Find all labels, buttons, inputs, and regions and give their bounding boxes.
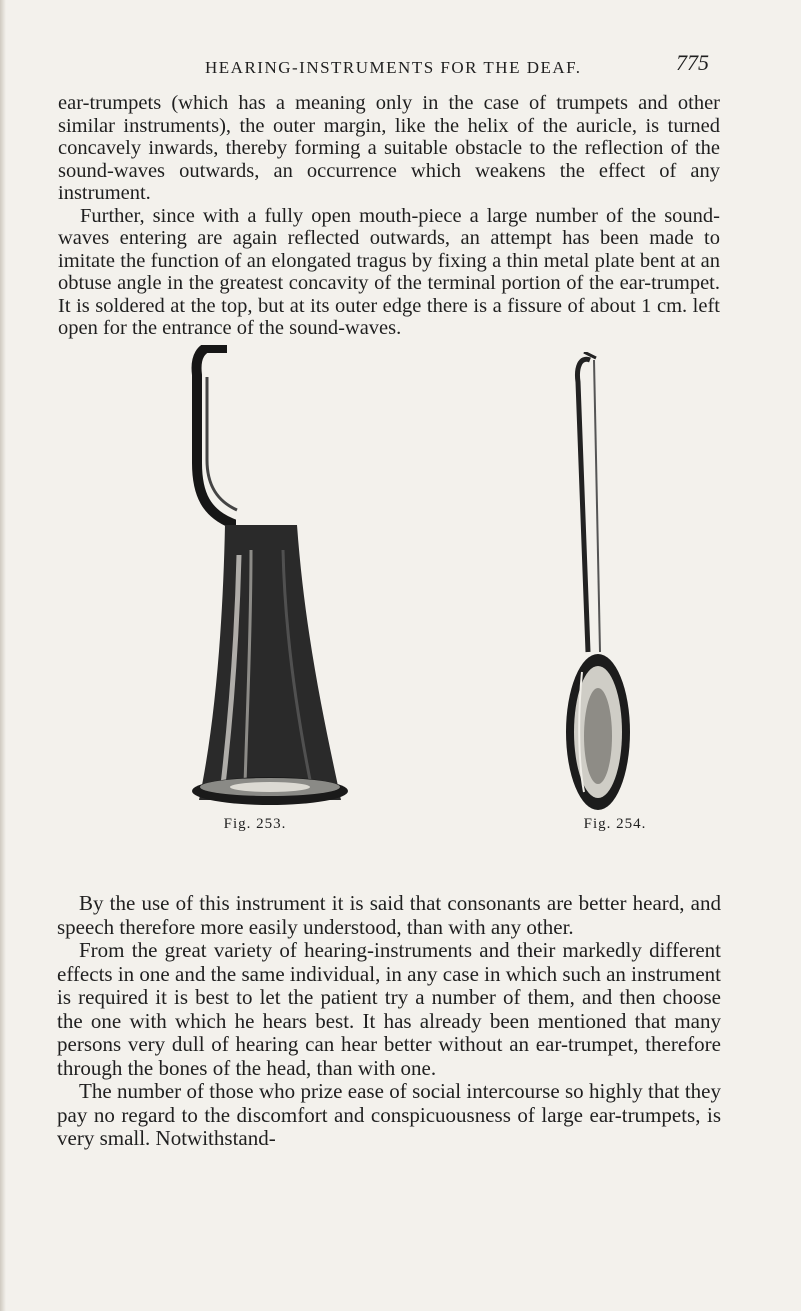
body-text-top bbox=[58, 92, 720, 340]
caption-text: Fig. 254. bbox=[583, 816, 647, 832]
body-text-bottom bbox=[57, 892, 721, 1151]
ear-trumpet-illustration-fig-253 bbox=[185, 345, 355, 807]
figure-caption-254 bbox=[545, 815, 685, 835]
paragraph: ear-trumpets (which has a meaning only in the case of trumpets and other similar instruments), the outer margin, like the helix of the auricle, is turned concavely inwards, thereby forming a suitable obstacle to the reflection of the sound-waves outwards, an occurrence which weakens the effect of any instrument. bbox=[58, 92, 720, 204]
paragraph: Further, since with a fully open mouth-piece a large number of the sound-waves entering are again reflected outwards, an attempt has been made to imitate the function of an elongated tragus by fixing a thin metal plate bent at an obtuse angle in the greatest concavity of the terminal portion of the ear-trumpet. It is soldered at the top, but at its outer edge there is a fissure of about 1 cm. left open for the entrance of the sound-waves. bbox=[58, 204, 720, 339]
caption-text: Fig. 253. bbox=[223, 816, 287, 832]
ear-trumpet-illustration-fig-254 bbox=[560, 352, 660, 812]
page-edge bbox=[0, 0, 6, 1311]
running-title: HEARING-INSTRUMENTS FOR THE DEAF. bbox=[205, 58, 582, 77]
paragraph: The number of those who prize ease of social intercourse so highly that they pay no regard to the discomfort and conspicuousness of large ear-trumpets, is very small. Notwithstand- bbox=[57, 1079, 721, 1150]
figure-caption-253 bbox=[175, 815, 335, 835]
paragraph: From the great variety of hearing-instruments and their markedly different effects in one and the same individual, in any case in which such an instrument is required it is best to let the patient try a number of them, and then choose the one with which he hears best. It has already been mentioned that many persons very dull of hearing can hear better without an ear-trumpet, therefore through the bones of the head, than with one. bbox=[57, 938, 721, 1080]
paragraph: By the use of this instrument it is said that consonants are better heard, and speech therefore more easily understood, than with any other. bbox=[57, 891, 721, 939]
page-number: 775 bbox=[676, 50, 709, 75]
